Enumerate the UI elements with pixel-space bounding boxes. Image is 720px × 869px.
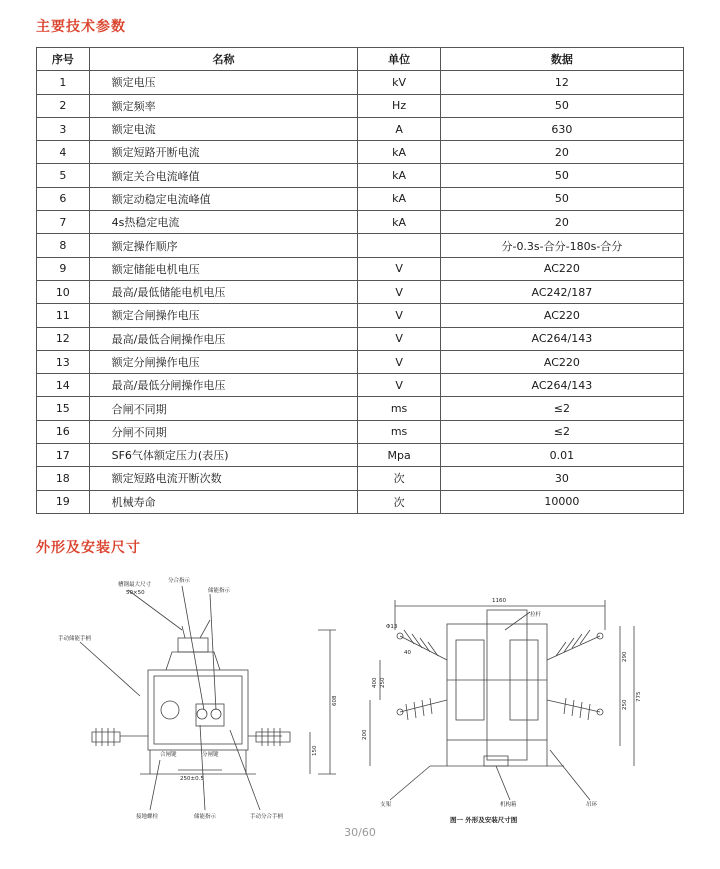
table-row — [37, 490, 684, 513]
table-row — [37, 257, 684, 280]
cell-name: 额定操作顺序 — [89, 234, 358, 257]
cell-name: 额定合闸操作电压 — [89, 304, 358, 327]
insulator-lower-right — [547, 698, 600, 720]
label-bracket-dim: 50×50 — [126, 590, 145, 596]
label-energy-indicator: 储能指示 — [208, 588, 231, 594]
table-row — [37, 327, 684, 350]
cell-unit: ms — [358, 397, 440, 420]
cell-index: 5 — [37, 164, 90, 187]
cell-name: 额定分闸操作电压 — [89, 350, 358, 373]
label-bracket: 支架 — [380, 802, 392, 808]
drawing-caption: 图一 外形及安装尺寸图 — [450, 816, 518, 824]
cell-unit: Hz — [358, 94, 440, 117]
cell-name: 额定动稳定电流峰值 — [89, 187, 358, 210]
table-row — [37, 350, 684, 373]
cell-name: 最高/最低储能电机电压 — [89, 280, 358, 303]
section-title-parameters: 主要技术参数 — [36, 19, 126, 35]
cell-index: 19 — [37, 490, 90, 513]
label-close-button: 合闸键 — [160, 752, 177, 758]
table-row — [37, 444, 684, 467]
cell-index: 1 — [37, 71, 90, 94]
header-value: 数据 — [440, 48, 683, 71]
label-ground-bolt: 接地螺栓 — [136, 814, 159, 820]
dimension-drawing — [0, 560, 720, 830]
cell-value: AC242/187 — [440, 280, 683, 303]
cell-index: 14 — [37, 374, 90, 397]
cell-value: 630 — [440, 117, 683, 140]
table-header-row — [37, 48, 684, 71]
cell-index: 8 — [37, 234, 90, 257]
cell-index: 13 — [37, 350, 90, 373]
cell-name: 机械寿命 — [89, 490, 358, 513]
cell-unit: 次 — [358, 490, 440, 513]
table-row — [37, 234, 684, 257]
cell-unit: V — [358, 280, 440, 303]
insulator-lower-left — [400, 698, 447, 720]
cell-index: 11 — [37, 304, 90, 327]
cell-value: AC220 — [440, 350, 683, 373]
label-d290: 290 — [622, 651, 628, 662]
cell-unit: kA — [358, 187, 440, 210]
label-manual-switch: 手动分合手柄 — [250, 814, 284, 820]
label-energy-indicator-bottom: 储能指示 — [194, 814, 217, 820]
label-width: 1160 — [492, 598, 506, 604]
label-mechanism: 机构箱 — [500, 802, 517, 808]
cell-unit: 次 — [358, 467, 440, 490]
table-row — [37, 467, 684, 490]
cell-index: 9 — [37, 257, 90, 280]
cell-index: 3 — [37, 117, 90, 140]
manual-handle-circle — [161, 701, 179, 719]
cell-unit: kA — [358, 141, 440, 164]
cell-value: 50 — [440, 94, 683, 117]
label-d40: 40 — [404, 650, 411, 656]
right-bushing — [256, 728, 290, 746]
label-d250: 250 — [380, 677, 386, 688]
top-mount — [166, 652, 220, 670]
cell-name: 分闸不同期 — [89, 420, 358, 443]
cell-value: 12 — [440, 71, 683, 94]
label-indicator: 分合指示 — [168, 578, 191, 584]
cell-index: 2 — [37, 94, 90, 117]
label-top: 拉杆 — [530, 612, 542, 618]
cell-value: ≤2 — [440, 397, 683, 420]
header-index: 序号 — [37, 48, 90, 71]
label-hole: Φ13 — [386, 624, 398, 630]
cell-unit: kV — [358, 71, 440, 94]
cell-unit: ms — [358, 420, 440, 443]
parameters-table — [36, 47, 684, 514]
table-row — [37, 94, 684, 117]
left-bushing — [92, 728, 120, 746]
cell-index: 12 — [37, 327, 90, 350]
cell-name: 额定短路开断电流 — [89, 141, 358, 164]
cell-value: AC220 — [440, 257, 683, 280]
label-d775: 775 — [636, 691, 642, 702]
cell-value: AC220 — [440, 304, 683, 327]
cell-value: ≤2 — [440, 420, 683, 443]
table-row — [37, 304, 684, 327]
cell-value: 50 — [440, 164, 683, 187]
cell-index: 15 — [37, 397, 90, 420]
header-unit: 单位 — [358, 48, 440, 71]
table-row — [37, 117, 684, 140]
label-open-button: 分闸键 — [202, 752, 219, 758]
cell-unit: A — [358, 117, 440, 140]
insulator-upper-right — [547, 630, 600, 660]
label-d200: 200 — [362, 729, 368, 740]
cell-value: 20 — [440, 211, 683, 234]
table-row — [37, 397, 684, 420]
label-d250b: 250 — [622, 699, 628, 710]
cell-value: 30 — [440, 467, 683, 490]
cell-unit: V — [358, 304, 440, 327]
cell-unit: Mpa — [358, 444, 440, 467]
cell-name: 4s热稳定电流 — [89, 211, 358, 234]
table-row — [37, 71, 684, 94]
table-row — [37, 420, 684, 443]
label-manual-energy: 手动储能手柄 — [58, 636, 92, 642]
cell-index: 17 — [37, 444, 90, 467]
cell-name: 额定储能电机电压 — [89, 257, 358, 280]
cell-name: 额定电压 — [89, 71, 358, 94]
cell-index: 4 — [37, 141, 90, 164]
cell-name: 额定短路电流开断次数 — [89, 467, 358, 490]
cell-unit: V — [358, 327, 440, 350]
cell-index: 6 — [37, 187, 90, 210]
table-row — [37, 164, 684, 187]
cell-value: 分-0.3s-合分-180s-合分 — [440, 234, 683, 257]
cell-name: 额定电流 — [89, 117, 358, 140]
cell-value: AC264/143 — [440, 327, 683, 350]
label-dim-bottom: 250±0.5 — [180, 776, 204, 782]
cell-unit: kA — [358, 211, 440, 234]
cell-unit — [358, 234, 440, 257]
table-row — [37, 211, 684, 234]
cell-value: 10000 — [440, 490, 683, 513]
cell-unit: V — [358, 374, 440, 397]
breaker-body-side — [447, 624, 547, 740]
cell-value: 0.01 — [440, 444, 683, 467]
label-bracket-size: 槽钢最大尺寸 — [118, 582, 152, 588]
cell-name: 合闸不同期 — [89, 397, 358, 420]
label-hook: 吊环 — [586, 802, 598, 808]
cell-name: 最高/最低分闸操作电压 — [89, 374, 358, 397]
table-row — [37, 187, 684, 210]
dimension-drawing-svg — [0, 560, 720, 830]
label-dim-small: 150 — [312, 745, 318, 756]
cell-unit: V — [358, 350, 440, 373]
table-row — [37, 374, 684, 397]
cell-index: 18 — [37, 467, 90, 490]
page-number: 30/60 — [344, 826, 376, 839]
cell-unit: V — [358, 257, 440, 280]
cell-name: 额定关合电流峰值 — [89, 164, 358, 187]
section-title-dimensions: 外形及安装尺寸 — [36, 540, 141, 556]
label-dim-height: 608 — [332, 695, 338, 706]
cell-index: 7 — [37, 211, 90, 234]
cell-name: SF6气体额定压力(表压) — [89, 444, 358, 467]
cell-index: 16 — [37, 420, 90, 443]
cell-value: 20 — [440, 141, 683, 164]
label-d400: 400 — [372, 677, 378, 688]
cell-value: AC264/143 — [440, 374, 683, 397]
cell-unit: kA — [358, 164, 440, 187]
cell-name: 最高/最低合闸操作电压 — [89, 327, 358, 350]
table-row — [37, 141, 684, 164]
cell-name: 额定频率 — [89, 94, 358, 117]
header-name: 名称 — [89, 48, 358, 71]
cell-index: 10 — [37, 280, 90, 303]
table-row — [37, 280, 684, 303]
cell-value: 50 — [440, 187, 683, 210]
